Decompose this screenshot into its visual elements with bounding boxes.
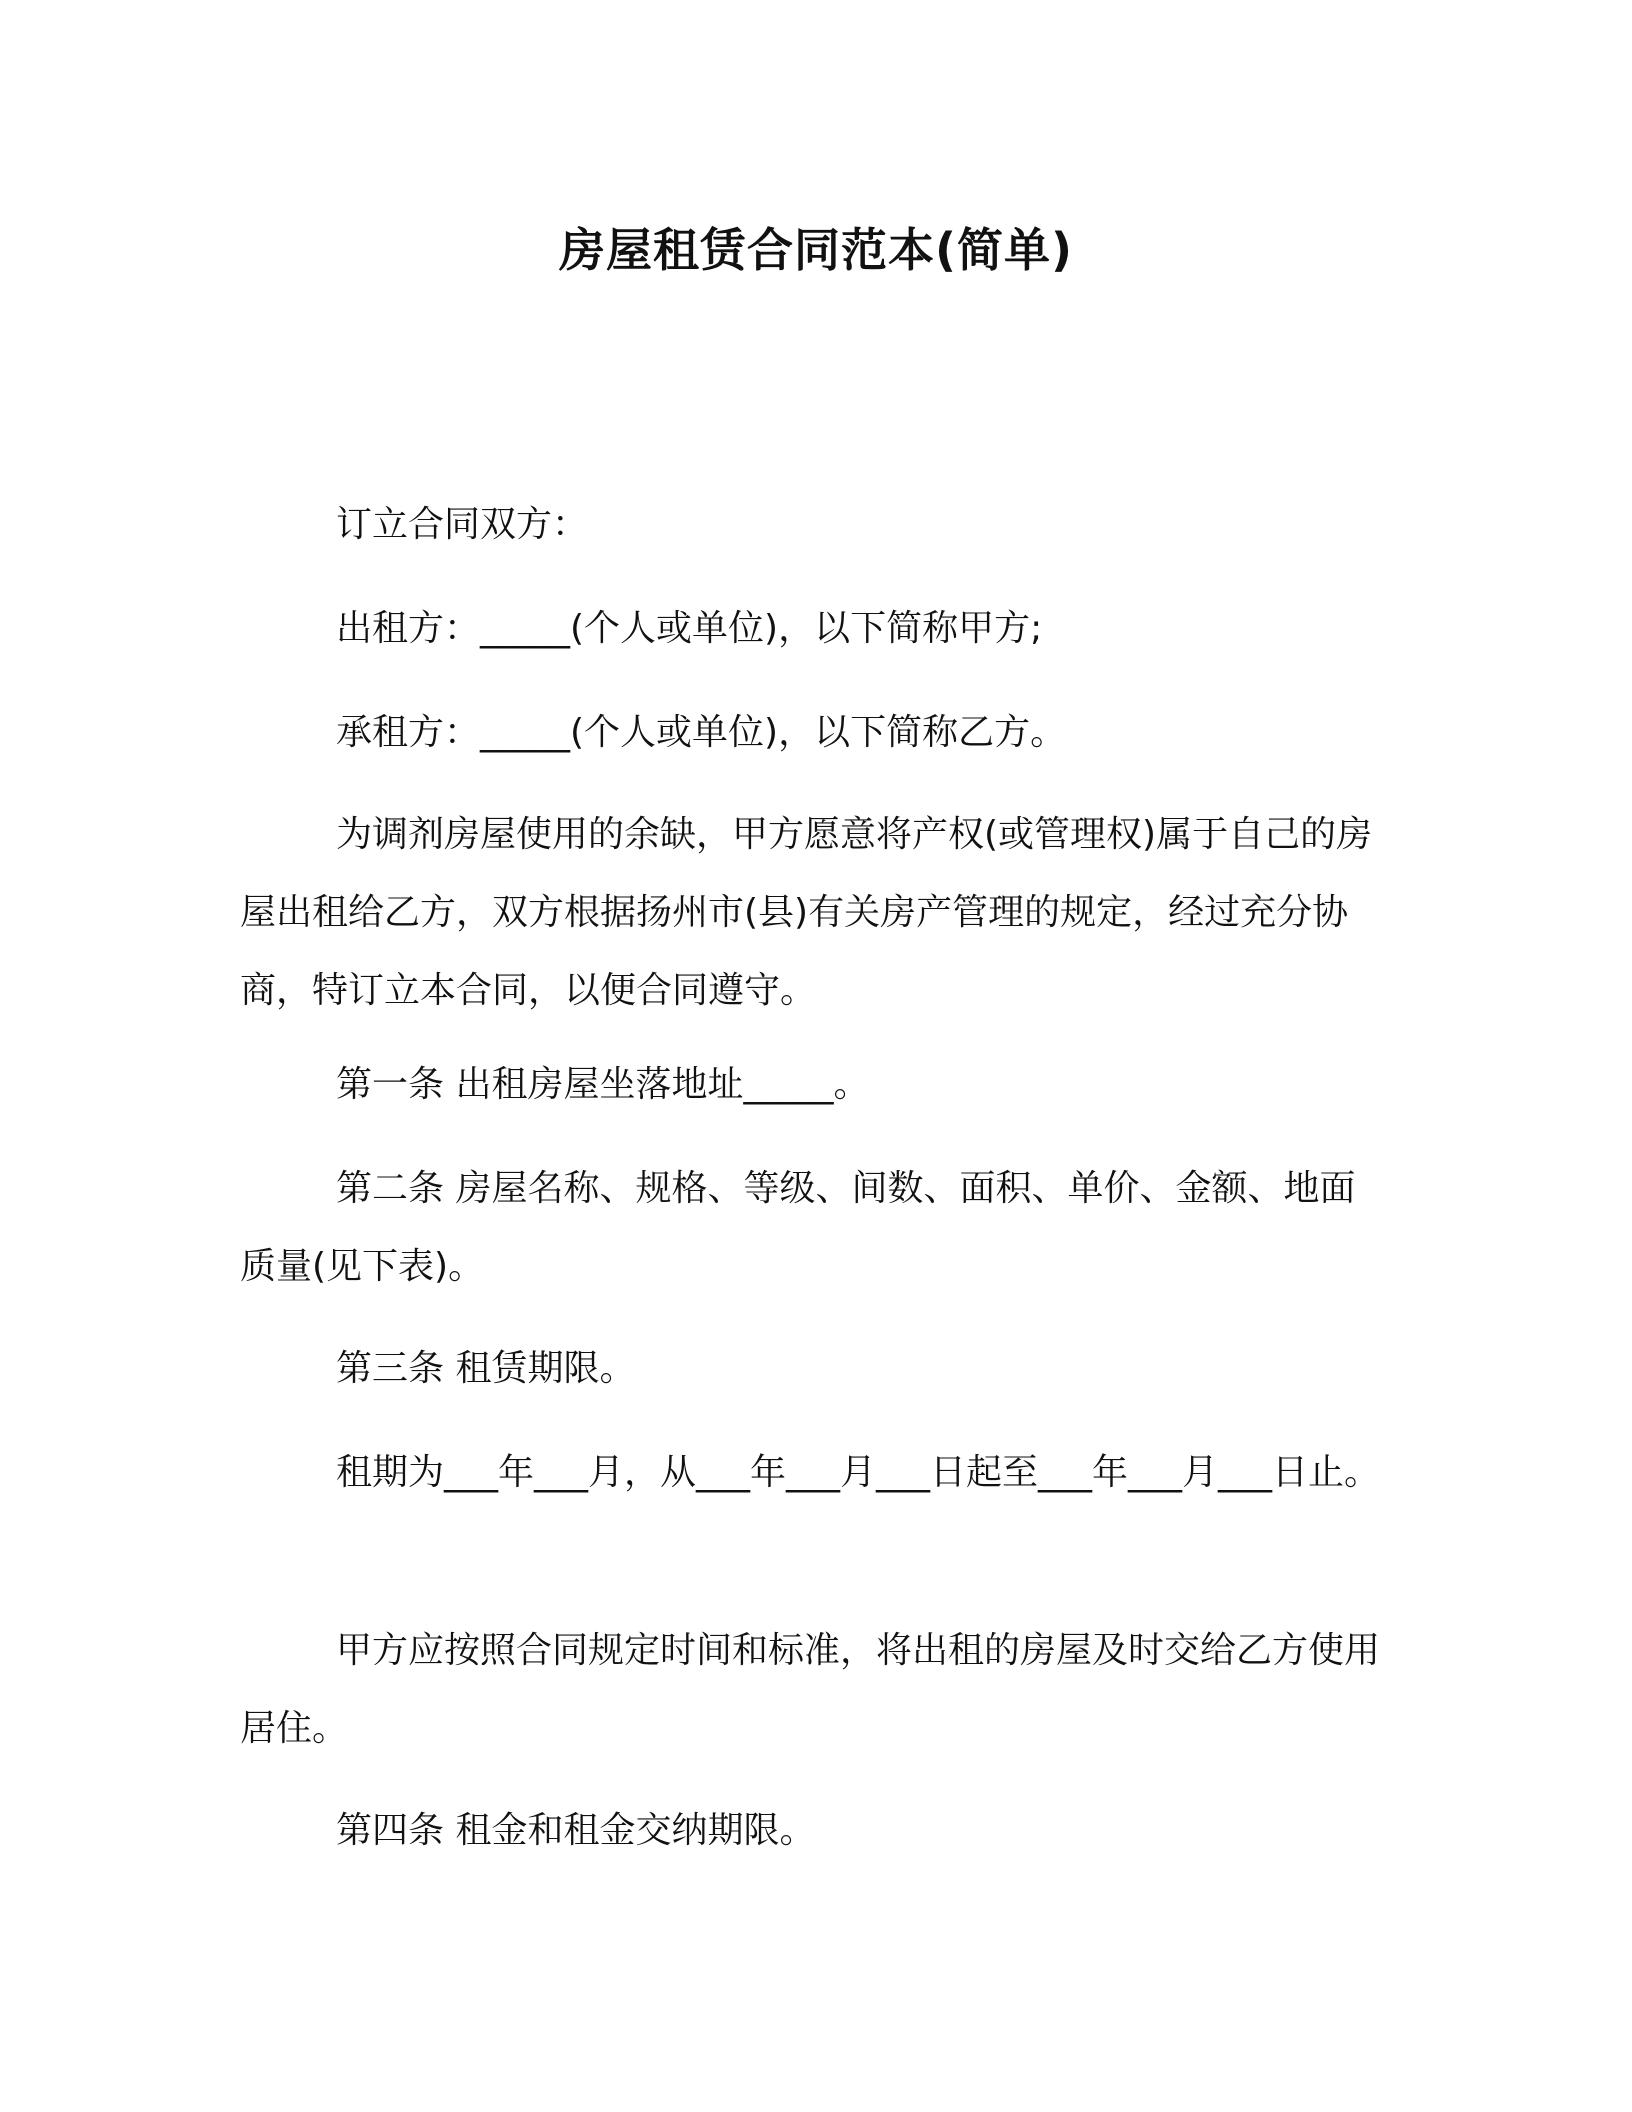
paragraph-lease-term: 租期为___年___月，从___年___月___日起至___年___月___日止。 bbox=[336, 1452, 1381, 1493]
paragraph-article-2: 第二条 房屋名称、规格、等级、间数、面积、单价、金额、地面质量(见下表)。 bbox=[240, 1168, 1356, 1287]
paragraph-article-3: 第三条 租赁期限。 bbox=[336, 1348, 636, 1389]
paragraph-article-4: 第四条 租金和租金交纳期限。 bbox=[336, 1810, 816, 1851]
paragraph-parties-intro: 订立合同双方： bbox=[336, 504, 589, 545]
paragraph-lessor: 出租方：_____(个人或单位)，以下简称甲方; bbox=[336, 608, 1043, 649]
document-title: 房屋租赁合同范本(简单) bbox=[558, 223, 1074, 277]
paragraph-article-1: 第一条 出租房屋坐落地址_____。 bbox=[336, 1064, 870, 1105]
paragraph-delivery: 甲方应按照合同规定时间和标准，将出租的房屋及时交给乙方使用居住。 bbox=[240, 1630, 1381, 1749]
paragraph-purpose: 为调剂房屋使用的余缺，甲方愿意将产权(或管理权)属于自己的房屋出租给乙方，双方根据扬州市(县)有关房产管理的规定，经过充分协商，特订立本合同，以便合同遵守。 bbox=[240, 814, 1373, 1011]
paragraph-lessee: 承租方：_____(个人或单位)，以下简称乙方。 bbox=[336, 712, 1067, 753]
